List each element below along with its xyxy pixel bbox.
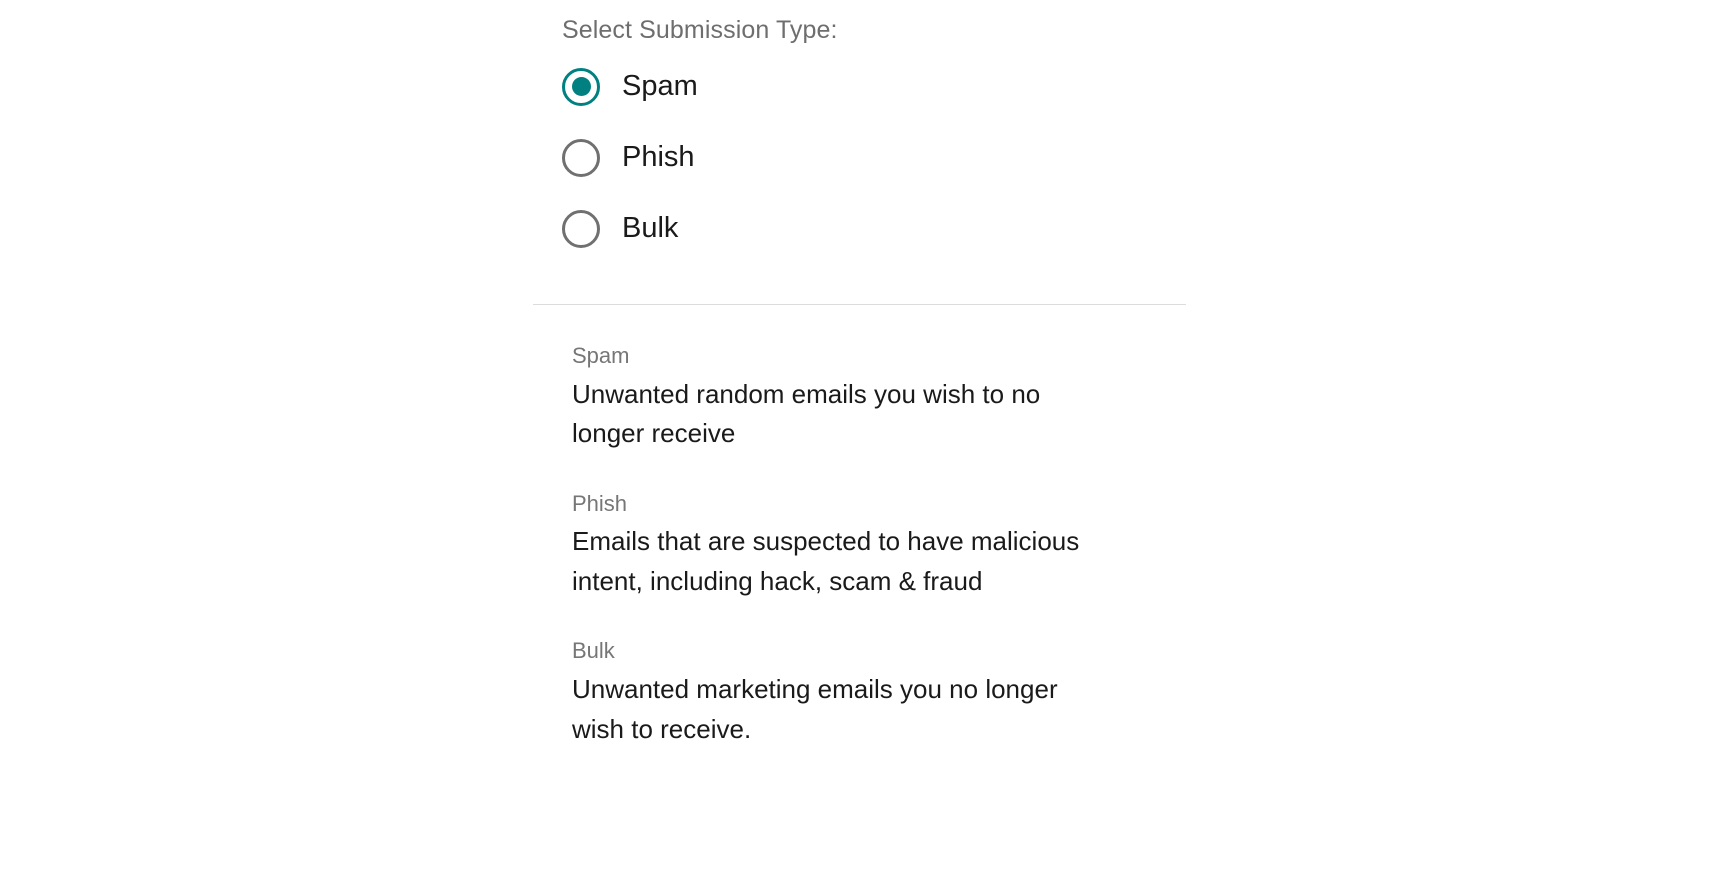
submission-type-radio-group[interactable] [540, 61, 1220, 255]
radio-option-bulk[interactable] [540, 203, 1220, 255]
description-bulk [572, 636, 1172, 749]
description-phish [572, 489, 1172, 602]
radio-icon[interactable] [562, 139, 600, 177]
radio-dot-icon [572, 219, 591, 238]
submission-type-form [540, 14, 1220, 274]
radio-option-phish[interactable] [540, 132, 1220, 184]
radio-option-spam[interactable] [540, 61, 1220, 113]
radio-option-label: Bulk [622, 212, 679, 244]
description-body: Unwanted marketing emails you no longer wish to receive. [572, 674, 1058, 744]
radio-option-label: Phish [622, 141, 695, 173]
section-label: Select Submission Type: [562, 16, 838, 44]
radio-option-label: Spam [622, 70, 698, 102]
radio-dot-icon [572, 77, 591, 96]
section-divider [533, 304, 1186, 305]
description-title: Phish [572, 490, 628, 516]
description-title: Bulk [572, 638, 615, 664]
radio-icon[interactable] [562, 210, 600, 248]
radio-dot-icon [572, 148, 591, 167]
description-body: Unwanted random emails you wish to no longer receive [572, 378, 1041, 449]
description-spam [572, 341, 1172, 454]
description-title: Spam [572, 343, 630, 368]
radio-icon[interactable] [562, 68, 600, 106]
submission-type-descriptions [572, 341, 1172, 784]
description-body: Emails that are suspected to have malicious intent, including hack, scam & fraud [572, 526, 1080, 596]
